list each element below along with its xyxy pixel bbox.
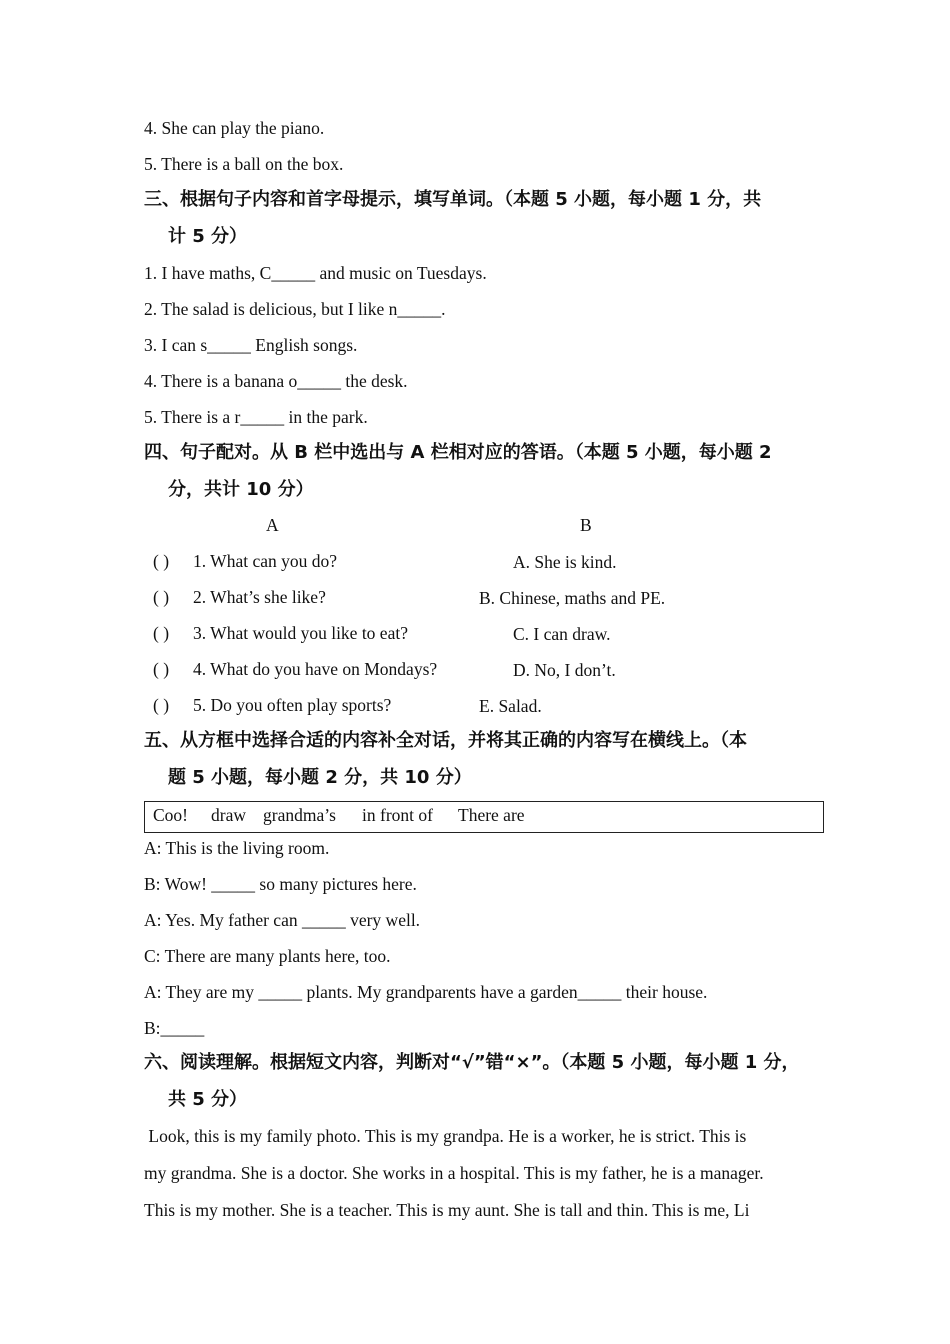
section3-heading-cont: 计 5 分）	[168, 226, 248, 247]
column-b-answer: B. Chinese, maths and PE.	[479, 588, 666, 608]
column-a-question: 5. Do you often play sports?	[193, 695, 392, 715]
column-a-question: 4. What do you have on Mondays?	[193, 659, 438, 679]
dialogue-line: C: There are many plants here, too.	[144, 946, 391, 966]
word-bank-item: grandma’s	[263, 805, 336, 825]
word-bank-item: There are	[458, 805, 525, 825]
word-bank-item: Coo!	[153, 805, 188, 825]
answer-paren: ( )	[153, 695, 170, 715]
dialogue-line: A: They are my _____ plants. My grandparents have a garden_____ their house.	[144, 982, 708, 1002]
column-a-question: 1. What can you do?	[193, 551, 338, 571]
section4-heading-cont: 分，共计 10 分）	[168, 479, 314, 500]
answer-paren: ( )	[153, 551, 170, 571]
passage-line: my grandma. She is a doctor. She works in a hospital. This is my father, he is a manager.	[144, 1163, 764, 1183]
section4-heading: 四、句子配对。从 B 栏中选出与 A 栏相对应的答语。（本题 5 小题，每小题 2	[144, 442, 772, 463]
column-b-answer: D. No, I don’t.	[513, 660, 616, 680]
answer-paren: ( )	[153, 659, 170, 679]
question-item: 2. The salad is delicious, but I like n_____.	[144, 299, 446, 319]
word-bank-box	[144, 801, 824, 833]
dialogue-line: B: Wow! _____ so many pictures here.	[144, 874, 417, 894]
answer-paren: ( )	[153, 623, 170, 643]
passage-line: Look, this is my family photo. This is my grandpa. He is a worker, he is strict. This is	[144, 1126, 747, 1146]
column-b-label: B	[580, 515, 592, 535]
word-bank-item: in front of	[362, 805, 433, 825]
section6-heading: 六、阅读理解。根据短文内容，判断对“√”错“×”。（本题 5 小题，每小题 1 分，	[144, 1052, 800, 1073]
text-line: 5. There is a ball on the box.	[144, 154, 344, 174]
section5-heading: 五、从方框中选择合适的内容补全对话，并将其正确的内容写在横线上。（本	[144, 730, 747, 751]
question-item: 1. I have maths, C_____ and music on Tuesdays.	[144, 263, 487, 283]
column-b-answer: C. I can draw.	[513, 624, 611, 644]
passage-line: This is my mother. She is a teacher. This is my aunt. She is tall and thin. This is me, Li	[144, 1200, 750, 1220]
column-b-answer: A. She is kind.	[513, 552, 617, 572]
answer-paren: ( )	[153, 587, 170, 607]
section3-heading: 三、根据句子内容和首字母提示，填写单词。（本题 5 小题，每小题 1 分，共	[144, 189, 762, 210]
dialogue-line: B:_____	[144, 1018, 205, 1038]
question-item: 3. I can s_____ English songs.	[144, 335, 358, 355]
text-line: 4. She can play the piano.	[144, 118, 325, 138]
word-bank-item: draw	[211, 805, 246, 825]
dialogue-line: A: Yes. My father can _____ very well.	[144, 910, 421, 930]
column-a-question: 2. What’s she like?	[193, 587, 326, 607]
section5-heading-cont: 题 5 小题，每小题 2 分，共 10 分）	[168, 767, 472, 788]
section6-heading-cont: 共 5 分）	[168, 1089, 248, 1110]
column-b-answer: E. Salad.	[479, 696, 542, 716]
question-item: 5. There is a r_____ in the park.	[144, 407, 368, 427]
column-a-question: 3. What would you like to eat?	[193, 623, 408, 643]
column-a-label: A	[266, 515, 279, 535]
dialogue-line: A: This is the living room.	[144, 838, 330, 858]
question-item: 4. There is a banana o_____ the desk.	[144, 371, 408, 391]
